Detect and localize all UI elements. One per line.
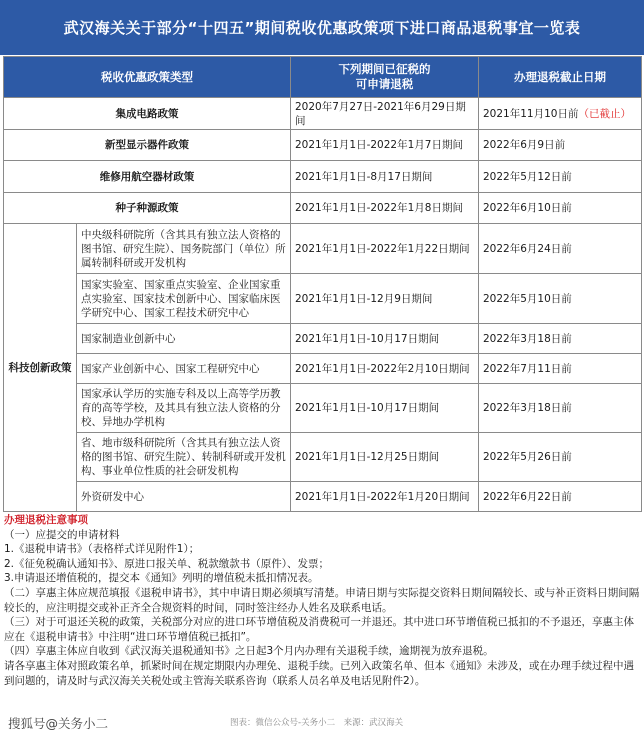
policy-name: 新型显示器件政策 <box>4 130 291 161</box>
period-cell: 2021年1月1日-12月25日期间 <box>291 433 479 482</box>
header-period <box>291 57 479 98</box>
deadline-cell: 2022年6月24日前 <box>479 224 642 274</box>
deadline-cell: 2022年6月10日前 <box>479 193 642 224</box>
org-cell: 国家承认学历的实施专科及以上高等学历教育的高等学校，及其具有独立法人资格的分校、异地办学机构 <box>77 384 291 433</box>
table-row <box>4 224 642 274</box>
table-row <box>4 384 642 433</box>
table-row <box>4 482 642 512</box>
table-row <box>4 130 642 161</box>
table-row <box>4 354 642 384</box>
table-row <box>4 161 642 193</box>
note-line: 3.申请退还增值税的，提交本《通知》列明的增值税未抵扣情况表。 <box>4 572 319 585</box>
page-title: 武汉海关关于部分“十四五”期间税收优惠政策项下进口商品退税事宜一览表 <box>0 0 644 55</box>
note-line: （三）对于可退还关税的政策，关税部分对应的进口环节增值税及消费税可一并退还。其中进口环节增值税已抵扣的不予退还，享惠主体应在《退税申请书》中注明“进口环节增值税已抵扣”。 <box>4 616 634 643</box>
period-cell: 2021年1月1日-2022年1月7日期间 <box>291 130 479 161</box>
policy-table <box>3 56 642 512</box>
notes-section <box>4 513 640 688</box>
table-header-row <box>4 57 642 98</box>
org-cell: 国家产业创新中心、国家工程研究中心 <box>77 354 291 384</box>
deadline-cell: 2022年5月26日前 <box>479 433 642 482</box>
org-cell: 国家实验室、国家重点实验室、企业国家重点实验室、国家技术创新中心、国家临床医学研究中心、国家工程技术研究中心 <box>77 274 291 324</box>
tech-policy-name: 科技创新政策 <box>4 224 77 512</box>
period-cell: 2021年1月1日-2022年1月20日期间 <box>291 482 479 512</box>
period-cell: 2021年1月1日-10月17日期间 <box>291 324 479 354</box>
note-line: （四）享惠主体应自收到《武汉海关退税通知书》之日起3个月内办理有关退税手续，逾期视为放弃退税。 <box>4 645 494 658</box>
table-row <box>4 324 642 354</box>
deadline-cell: 2022年5月10日前 <box>479 274 642 324</box>
period-cell: 2021年1月1日-10月17日期间 <box>291 384 479 433</box>
table-row <box>4 98 642 130</box>
note-line: （二）享惠主体应规范填报《退税申请书》，其中申请日期必须填写清楚。申请日期与实际提交资料日期间隔较长、或与补正资料日期间隔较长的，应注明提交或补正齐全合规资料的时间，同时签注经办人姓名及联系电话。 <box>4 586 640 614</box>
note-line: 2.《征免税确认通知书》、原进口报关单、税款缴款书（原件）、发票； <box>4 557 330 570</box>
deadline-cell: 2022年5月12日前 <box>479 161 642 193</box>
org-cell: 中央级科研院所（含其具有独立法人资格的图书馆、研究生院）、国务院部门（单位）所属转制科研或开发机构 <box>77 224 291 274</box>
org-cell: 外资研发中心 <box>77 482 291 512</box>
deadline-cell: 2022年6月9日前 <box>479 130 642 161</box>
policy-name: 种子种源政策 <box>4 193 291 224</box>
deadline-cell: 2022年6月22日前 <box>479 482 642 512</box>
table-row <box>4 274 642 324</box>
note-line: 1.《退税申请书》（表格样式详见附件1）； <box>4 543 200 556</box>
org-cell: 国家制造业创新中心 <box>77 324 291 354</box>
deadline-cell: 2022年3月18日前 <box>479 384 642 433</box>
table-row <box>4 433 642 482</box>
deadline-cell: 2022年3月18日前 <box>479 324 642 354</box>
policy-name: 集成电路政策 <box>4 98 291 130</box>
deadline-cell <box>479 98 642 130</box>
footer <box>0 707 644 735</box>
period-cell: 2021年1月1日-2022年2月10日期间 <box>291 354 479 384</box>
header-period-line2: 可申请退税 <box>355 77 414 91</box>
source-credit: 图表：微信公众号-关务小二 来源：武汉海关 <box>230 718 404 728</box>
period-cell: 2021年1月1日-2022年1月8日期间 <box>291 193 479 224</box>
period-cell: 2021年1月1日-2022年1月22日期间 <box>291 224 479 274</box>
org-cell: 省、地市级科研院所（含其具有独立法人资格的图书馆、研究生院）、转制科研或开发机构、事业单位性质的社会研发机构 <box>77 433 291 482</box>
table-row <box>4 193 642 224</box>
header-period-line1: 下列期间已征税的 <box>338 62 431 76</box>
header-deadline: 办理退税截止日期 <box>479 57 642 98</box>
closed-note: （已截止） <box>578 107 631 120</box>
note-line: 请各享惠主体对照政策名单，抓紧时间在规定期限内办理免、退税手续。已列入政策名单、但本《通知》未涉及，或在办理手续过程中遇到问题的，请及时与武汉海关关税处或主管海关联系咨询（联系人员名单及电话见附件2）。 <box>4 659 634 687</box>
period-cell: 2020年7月27日-2021年6月29日期间 <box>291 98 479 130</box>
sohu-brand: 搜狐号@关务小二 <box>8 716 109 731</box>
period-cell: 2021年1月1日-12月9日期间 <box>291 274 479 324</box>
notes-heading: 办理退税注意事项 <box>4 514 88 526</box>
policy-name: 维修用航空器材政策 <box>4 161 291 193</box>
deadline-cell: 2022年7月11日前 <box>479 354 642 384</box>
note-line: （一）应提交的申请材料 <box>4 528 120 541</box>
deadline-text: 2021年11月10日前 <box>483 107 579 120</box>
header-policy-type: 税收优惠政策类型 <box>4 57 291 98</box>
period-cell: 2021年1月1日-8月17日期间 <box>291 161 479 193</box>
